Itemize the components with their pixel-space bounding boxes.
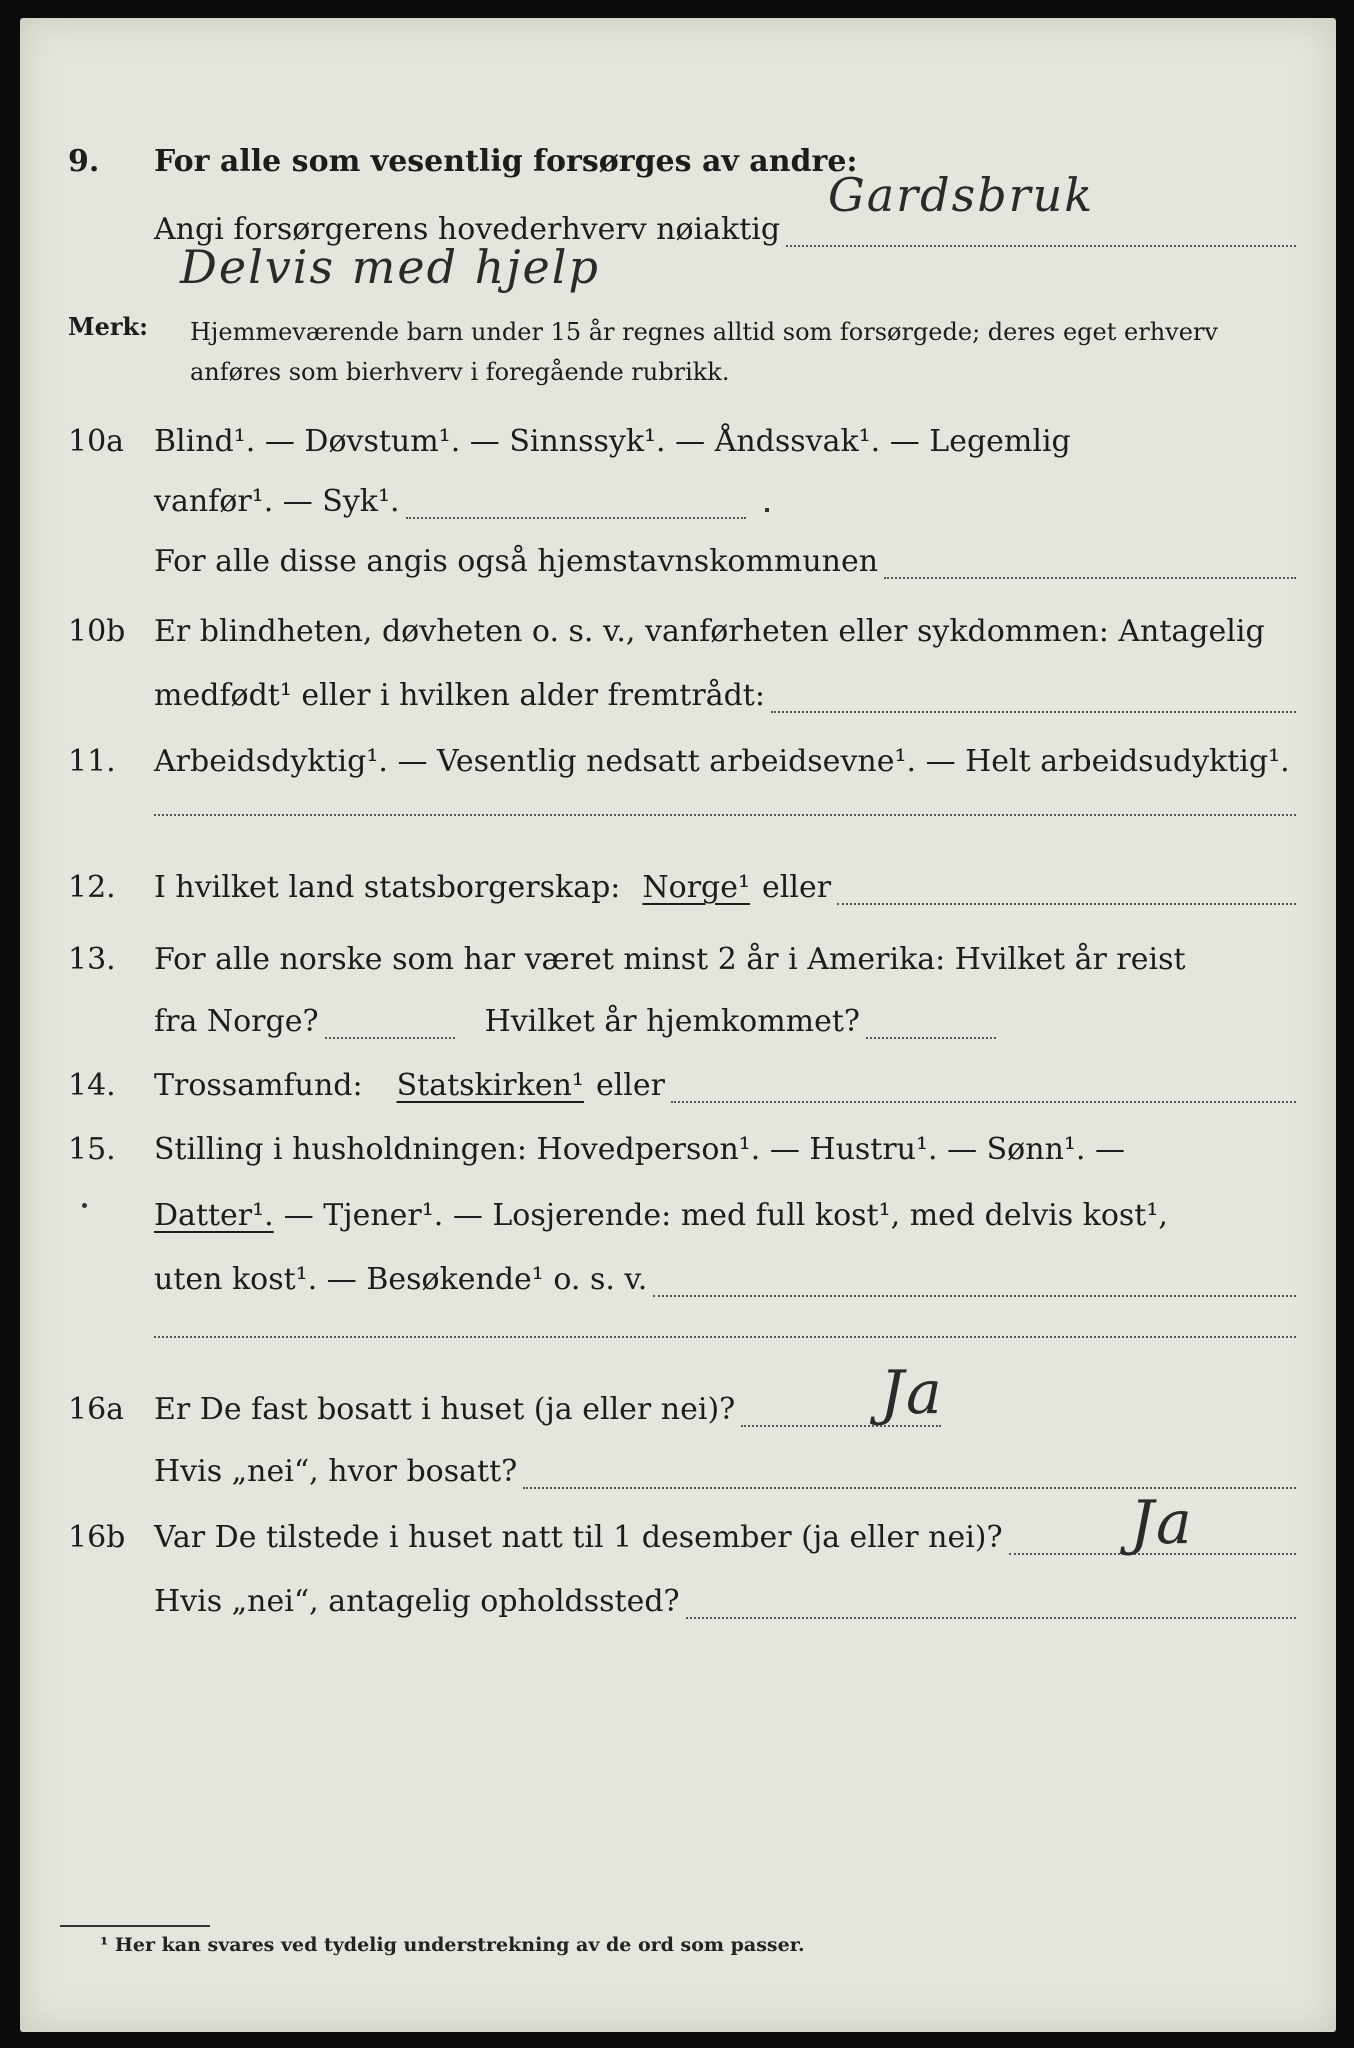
form-page (20, 18, 1336, 2032)
q13-hjemkommet-fill[interactable] (866, 1007, 996, 1039)
q10b-line2: medfødt¹ eller i hvilken alder fremtrådt: (154, 678, 765, 713)
q10a-line2: vanfør¹. — Syk¹. (154, 484, 400, 519)
q11-number: 11. (68, 744, 116, 779)
q12-row (20, 866, 1336, 910)
q10a-line3: For alle disse angis også hjemstavnskommunen (154, 544, 879, 579)
q13-row1 (20, 938, 1336, 982)
q16a-number: 16a (68, 1392, 125, 1427)
q9-handwritten-answer2: Delvis med hjelp (180, 240, 600, 294)
q12-eller: eller (762, 870, 832, 905)
q15-row1 (20, 1128, 1336, 1172)
q10b-line1: Er blindheten, døvheten o. s. v., vanførheten eller sykdommen: Antagelig (154, 614, 1265, 649)
footnote: ¹ Her kan svares ved tydelig understrekning av de ord som passer. (100, 1934, 805, 1956)
q10a-row1 (20, 420, 1336, 464)
q12-fill[interactable] (837, 873, 1296, 905)
q10b-number: 10b (68, 614, 126, 649)
q13-line1: For alle norske som har været minst 2 år i Amerika: Hvilket år reist (154, 942, 1186, 977)
q14-number: 14. (68, 1068, 116, 1103)
q16b-line2: Hvis „nei“, antagelig opholdssted? (154, 1584, 680, 1619)
q15-extra-fill[interactable] (154, 1336, 1296, 1338)
q11-line1: Arbeidsdyktig¹. — Vesentlig nedsatt arbeidsevne¹. — Helt arbeidsudyktig¹. (154, 744, 1290, 779)
q15-number: 15. (68, 1132, 116, 1167)
q16a-bosatt-fill[interactable] (523, 1457, 1296, 1489)
q12-norge-underlined: Norge¹ (642, 870, 751, 905)
q9-line1: For alle som vesentlig forsørges av andre: (154, 144, 858, 179)
q15-datter-underlined: Datter¹. (154, 1198, 274, 1233)
footnote-separator (60, 1925, 210, 1927)
q15-row2 (20, 1194, 1336, 1238)
q13-reist-label: fra Norge? (154, 1004, 319, 1039)
q10b-row2 (20, 674, 1336, 718)
q16b-handwritten-answer: Ja (1130, 1488, 1194, 1558)
q14-statskirken-underlined: Statskirken¹ (396, 1068, 584, 1103)
q16b-number: 16b (68, 1520, 126, 1555)
q9-number: 9. (68, 144, 100, 179)
q15-line1: Stilling i husholdningen: Hovedperson¹. — Hustru¹. — Sønn¹. — (154, 1132, 1125, 1167)
q13-number: 13. (68, 942, 116, 977)
q14-fill[interactable] (671, 1071, 1296, 1103)
q14-eller: eller (595, 1068, 665, 1103)
q10a-row3 (20, 540, 1336, 584)
merk-label: Merk: (68, 312, 148, 341)
q16a-line1: Er De fast bosatt i huset (ja eller nei)? (154, 1392, 736, 1427)
q10a-line1: Blind¹. — Døvstum¹. — Sinnssyk¹. — Åndssvak¹. — Legemlig (154, 424, 1071, 459)
q11-fill[interactable] (154, 814, 1296, 816)
q15-fill[interactable] (653, 1265, 1296, 1297)
q16a-handwritten-answer: Ja (880, 1358, 944, 1428)
q15-line2-rest: — Tjener¹. — Losjerende: med full kost¹, med delvis kost¹, (283, 1198, 1168, 1233)
q16b-row2 (20, 1580, 1336, 1624)
q10a-hjemstavn-fill[interactable] (884, 547, 1296, 579)
q15-row3 (20, 1258, 1336, 1302)
q9-row1 (20, 140, 1336, 184)
q12-text: I hvilket land statsborgerskap: (154, 870, 621, 905)
q14-text: Trossamfund: (154, 1068, 363, 1103)
q13-reist-fill[interactable] (325, 1007, 455, 1039)
q10b-fill[interactable] (771, 681, 1296, 713)
q10a-row2 (20, 480, 1336, 524)
stray-dot (82, 1203, 87, 1208)
q10a-number: 10a (68, 424, 125, 459)
q9-handwritten-answer1: Gardsbruk (828, 168, 1095, 222)
q16a-row1 (20, 1388, 1336, 1432)
stray-tick (765, 508, 769, 512)
merk-text: Hjemmeværende barn under 15 år regnes alltid som forsørgede; deres eget erhverv anføres som bierhverv i foregående rubrikk. (190, 318, 1218, 386)
q13-hjemkommet-label: Hvilket år hjemkommet? (484, 1004, 861, 1039)
q13-row2 (20, 1000, 1336, 1044)
q16b-opholdssted-fill[interactable] (686, 1587, 1296, 1619)
q15-line3: uten kost¹. — Besøkende¹ o. s. v. (154, 1262, 648, 1297)
q16b-line1: Var De tilstede i huset natt til 1 desember (ja eller nei)? (154, 1520, 1003, 1555)
q12-number: 12. (68, 870, 116, 905)
q11-row1 (20, 740, 1336, 784)
q9-line2: Angi forsørgerens hovederhverv nøiaktig (154, 212, 781, 247)
merk-row (20, 308, 1336, 398)
q14-row (20, 1064, 1336, 1108)
q16a-line2: Hvis „nei“, hvor bosatt? (154, 1454, 518, 1489)
q10b-row1 (20, 610, 1336, 654)
q10a-syk-fill[interactable] (406, 487, 746, 519)
